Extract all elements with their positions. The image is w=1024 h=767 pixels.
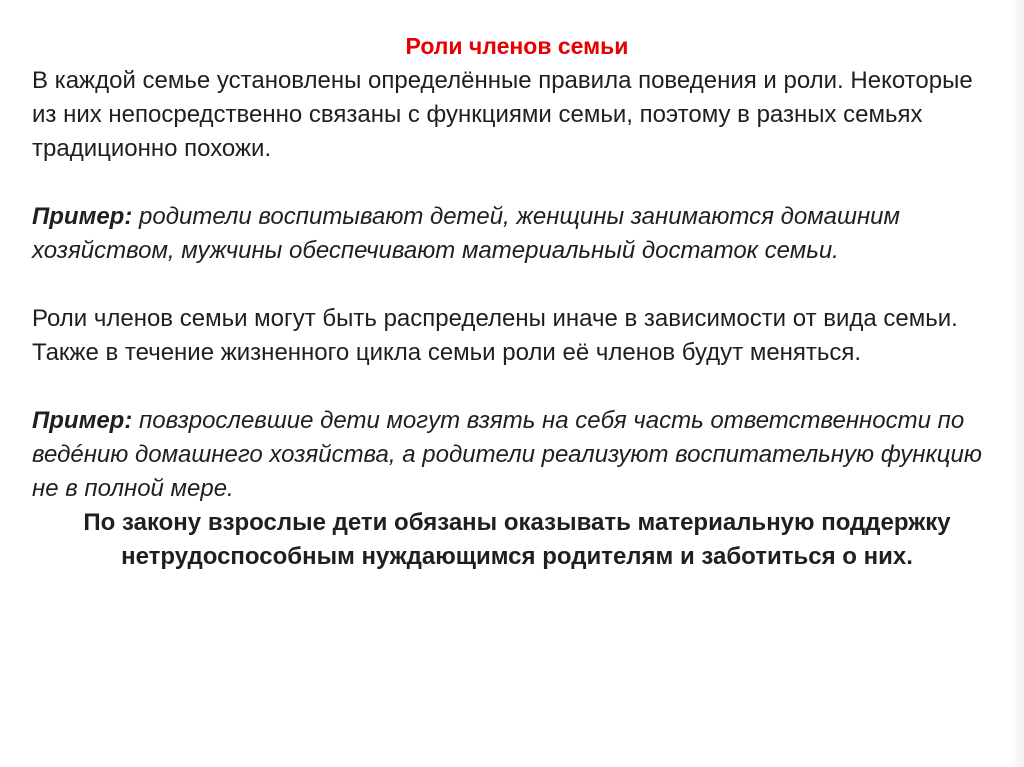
family-type-paragraph: Роли членов семьи могут быть распределены иначе в зависимости от вида семьи. xyxy=(32,305,958,332)
example-paragraph-1 xyxy=(32,200,1002,268)
slide-content xyxy=(32,28,1002,574)
intro-paragraph: В каждой семье установлены определённые правила поведения и роли. Некоторые из них непосредственно связаны с функциями семьи, поэтому в разных семьях традиционно похожи. xyxy=(32,67,973,162)
slide-edge-shadow xyxy=(1010,0,1024,767)
slide-title: Роли членов семьи xyxy=(405,33,629,59)
spacer xyxy=(32,268,1002,302)
example-lead-2: Пример: xyxy=(32,407,133,434)
spacer xyxy=(32,370,1002,404)
example-paragraph-2 xyxy=(32,404,1002,506)
life-cycle-paragraph: Также в течение жизненного цикла семьи роли её членов будут меняться. xyxy=(32,339,862,366)
example-text-2: повзрослевшие дети могут взять на себя часть ответственности по ведéнию домашнего хозяйства, а родители реализуют воспитательную функцию не в полной мере. xyxy=(32,407,982,502)
law-statement: По закону взрослые дети обязаны оказывать материальную поддержку нетрудоспособным нуждающимся родителям и заботиться о них. xyxy=(83,509,951,570)
example-text-1: родители воспитывают детей, женщины занимаются домашним хозяйством, мужчины обеспечивают материальный достаток семьи. xyxy=(32,203,900,264)
spacer xyxy=(32,166,1002,200)
example-lead-1: Пример: xyxy=(32,203,133,230)
